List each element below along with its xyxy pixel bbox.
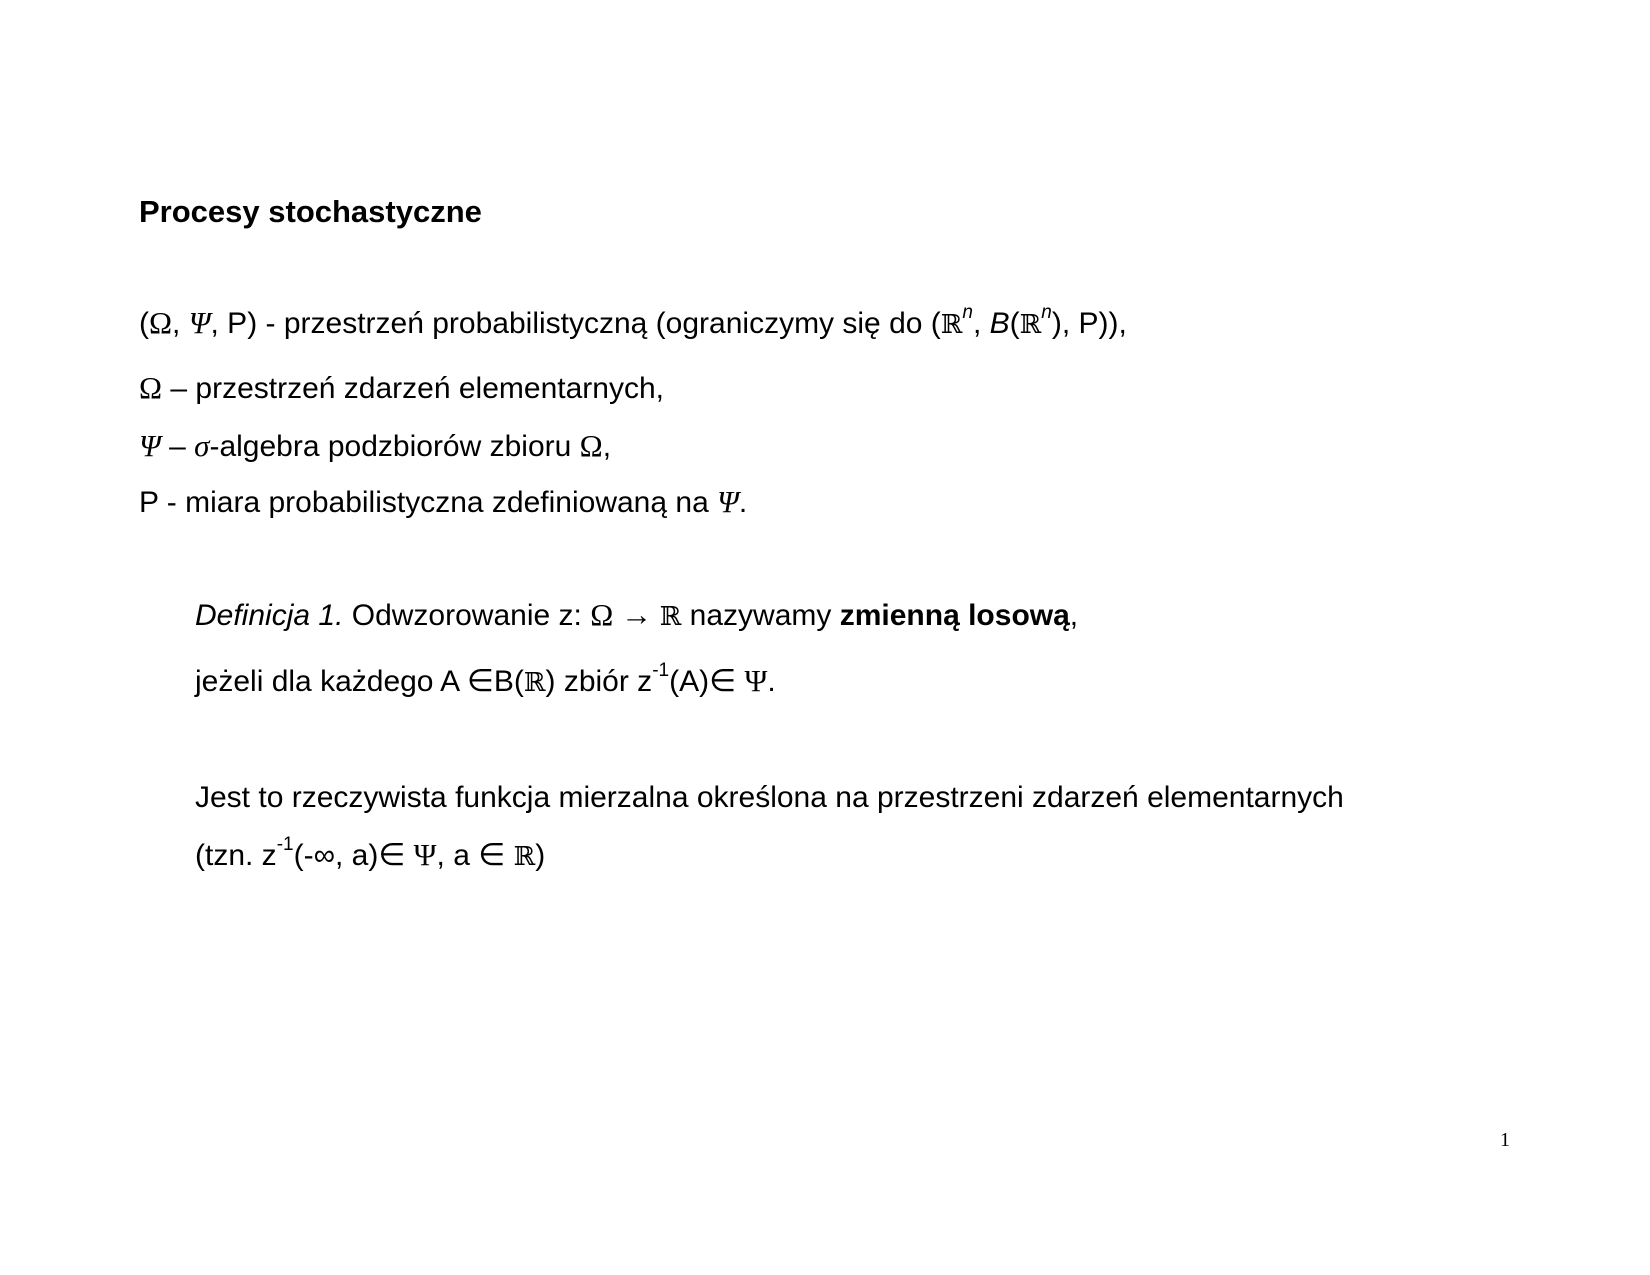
measurable-function-line: Jest to rzeczywista funkcja mierzalna określona na przestrzeni zdarzeń elementarnych bbox=[195, 781, 1344, 814]
definition-1-condition-line: jeżeli dla każdego A ∈B(ℝ) zbiór $z^{-1}(A)\in$ Ψ. bbox=[195, 660, 776, 698]
page-title: Procesy stochastyczne bbox=[139, 194, 482, 229]
definition-label: Definicja 1. bbox=[195, 599, 344, 632]
omega-definition-line: Ω – przestrzeń zdarzeń elementarnych, bbox=[139, 370, 664, 405]
page-number: 1 bbox=[1500, 1129, 1510, 1151]
probability-space-line: (Ω, Ψ, P) - przestrzeń probabilistyczną (ograniczymy się do (ℝ$^n$, B(ℝ$^n$), P)), bbox=[139, 302, 1127, 340]
psi-definition-line: Ψ – σ-algebra podzbiorów zbioru Ω, bbox=[139, 428, 612, 463]
definition-1-line: Definicja 1. Odwzorowanie z: Ω → ℝ nazywamy zmienną losową, bbox=[195, 597, 1079, 632]
measure-definition-line: P - miara probabilistyczna zdefiniowaną na Ψ. bbox=[139, 484, 748, 519]
random-variable-term: zmienną losową bbox=[839, 599, 1070, 632]
measurable-function-condition-line: (tzn. $z^{-1}(-\infty$, a)∈ Ψ, a ∈ ℝ) bbox=[195, 834, 546, 872]
